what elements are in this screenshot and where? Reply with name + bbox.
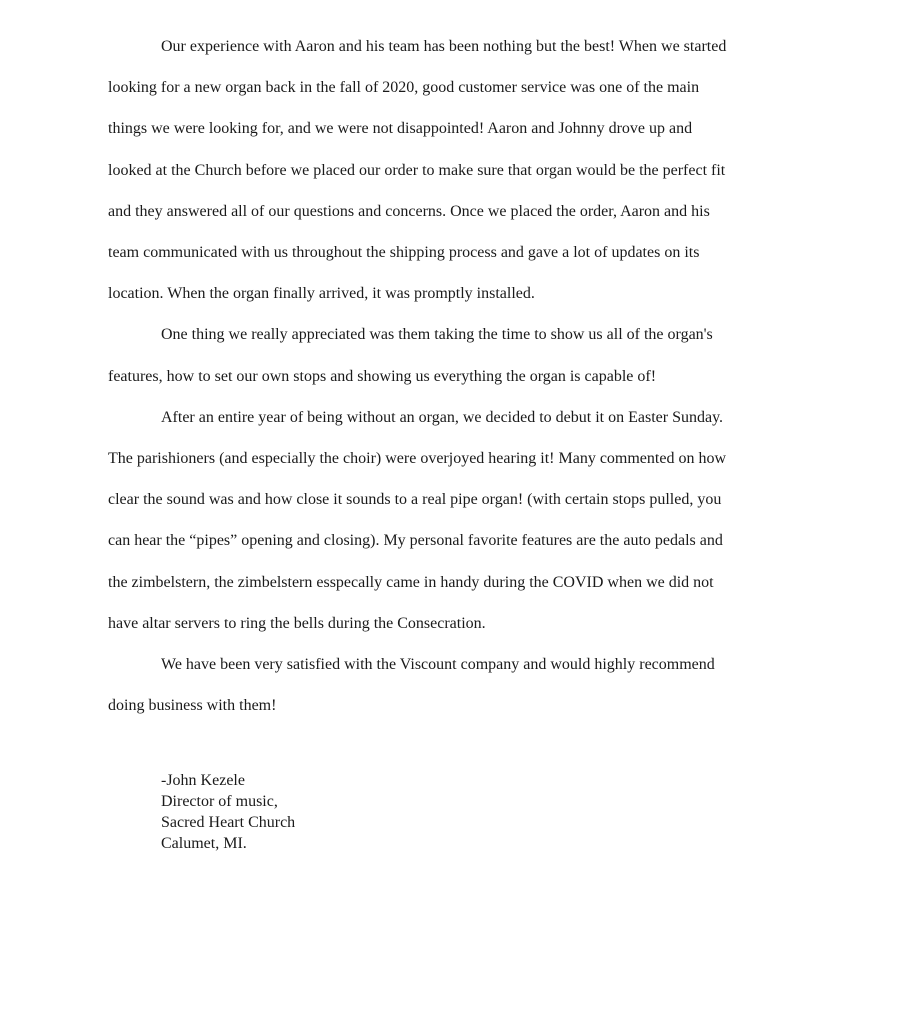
text-line: clear the sound was and how close it sounds to a real pipe organ! (with certain stops pulled, you <box>108 491 722 509</box>
text-line: have altar servers to ring the bells during the Consecration. <box>108 614 486 632</box>
text-line: looking for a new organ back in the fall of 2020, good customer service was one of the main <box>108 79 700 97</box>
text-line: Our experience with Aaron and his team has been nothing but the best! When we started <box>161 38 727 55</box>
paragraph-3 <box>108 397 808 644</box>
text-line: things we were looking for, and we were not disappointed! Aaron and Johnny drove up and <box>108 120 693 138</box>
text-line: the zimbelstern, the zimbelstern esspecally came in handy during the COVID when we did not <box>108 573 714 591</box>
signature-name: -John Kezele <box>161 772 245 789</box>
text-line: After an entire year of being without an organ, we decided to debut it on Easter Sunday. <box>161 408 724 426</box>
signature-block <box>161 770 295 854</box>
text-line: team communicated with us throughout the shipping process and gave a lot of updates on its <box>108 244 700 262</box>
text-line: doing business with them! <box>108 697 277 715</box>
letter-body <box>108 26 808 726</box>
text-line: One thing we really appreciated was them taking the time to show us all of the organ's <box>161 326 713 344</box>
text-line: can hear the “pipes” opening and closing). My personal favorite features are the auto pedals and <box>108 532 723 550</box>
text-line: looked at the Church before we placed our order to make sure that organ would be the perfect fit <box>108 161 726 179</box>
text-line: and they answered all of our questions and concerns. Once we placed the order, Aaron and his <box>108 202 710 220</box>
text-line: features, how to set our own stops and showing us everything the organ is capable of! <box>108 367 657 385</box>
text-line: We have been very satisfied with the Viscount company and would highly recommend <box>161 656 715 674</box>
paragraph-1 <box>108 26 808 314</box>
signature-location: Calumet, MI. <box>161 835 247 852</box>
paragraph-4 <box>108 644 808 726</box>
signature-title: Director of music, <box>161 793 278 810</box>
paragraph-2 <box>108 314 808 396</box>
text-line: location. When the organ finally arrived, it was promptly installed. <box>108 285 535 303</box>
signature-organization: Sacred Heart Church <box>161 814 296 831</box>
text-line: The parishioners (and especially the choir) were overjoyed hearing it! Many commented on how <box>108 450 727 468</box>
